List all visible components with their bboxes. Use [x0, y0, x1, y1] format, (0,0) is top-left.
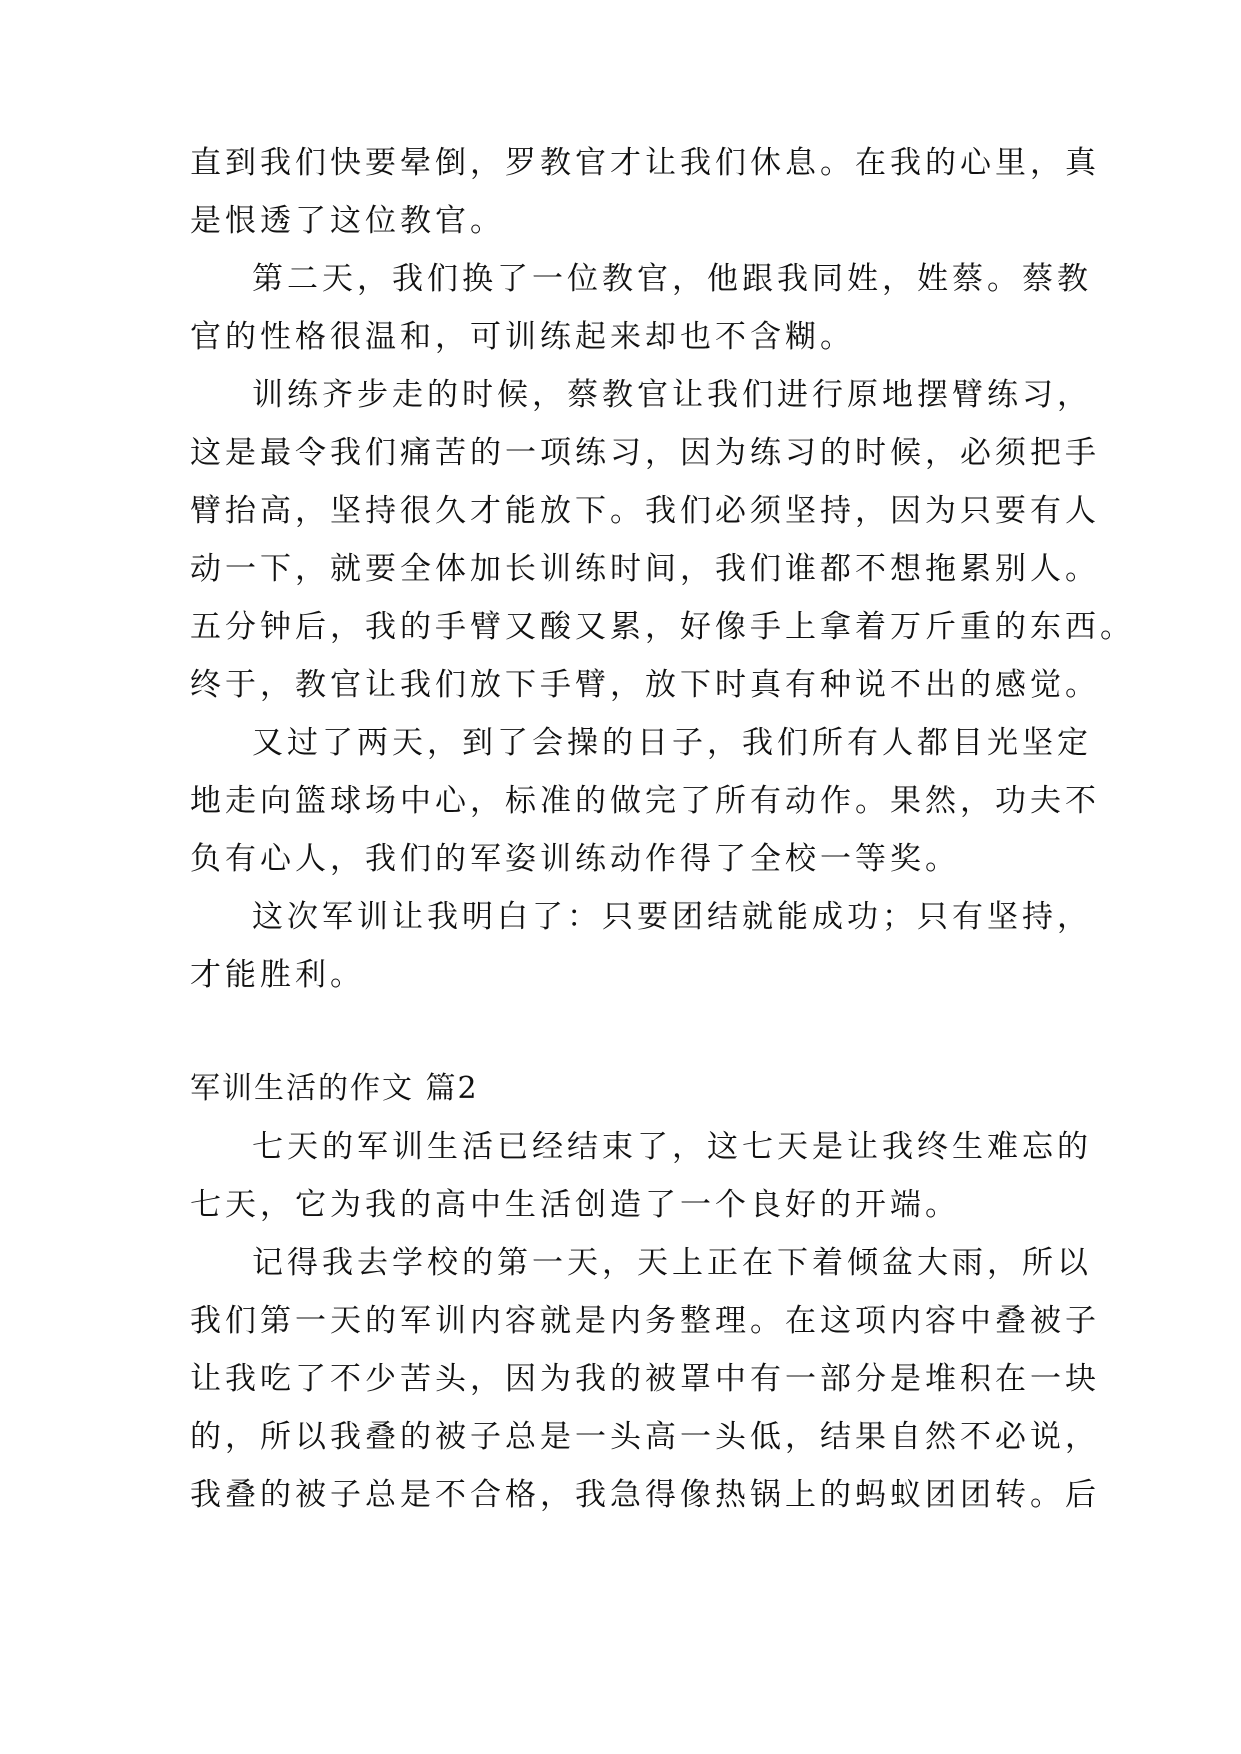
text-line: 才能胜利。 [190, 957, 365, 993]
text-line: 负有心人，我们的军姿训练动作得了全校一等奖。 [190, 841, 960, 877]
text-line: 的，所以我叠的被子总是一头高一头低，结果自然不必说， [190, 1419, 1100, 1455]
text-line: 七天的军训生活已经结束了，这七天是让我终生难忘的 [252, 1129, 1092, 1165]
text-line: 我们第一天的军训内容就是内务整理。在这项内容中叠被子 [190, 1303, 1100, 1339]
text-line: 臂抬高，坚持很久才能放下。我们必须坚持，因为只要有人 [190, 493, 1100, 529]
text-line: 我叠的被子总是不合格，我急得像热锅上的蚂蚁团团转。后 [190, 1477, 1100, 1513]
text-line: 又过了两天，到了会操的日子，我们所有人都目光坚定 [252, 725, 1092, 761]
text-line: 五分钟后，我的手臂又酸又累，好像手上拿着万斤重的东西。 [190, 609, 1135, 645]
text-line: 第二天，我们换了一位教官，他跟我同姓，姓蔡。蔡教 [252, 261, 1092, 297]
text-line: 记得我去学校的第一天，天上正在下着倾盆大雨，所以 [252, 1245, 1092, 1281]
text-line: 是恨透了这位教官。 [190, 203, 505, 239]
text-line: 让我吃了不少苦头，因为我的被罩中有一部分是堆积在一块 [190, 1361, 1100, 1397]
text-line: 直到我们快要晕倒，罗教官才让我们休息。在我的心里，真 [190, 145, 1100, 181]
text-line: 动一下，就要全体加长训练时间，我们谁都不想拖累别人。 [190, 551, 1100, 587]
section-heading: 军训生活的作文 篇2 [190, 1071, 479, 1106]
text-line: 这是最令我们痛苦的一项练习，因为练习的时候，必须把手 [190, 435, 1100, 471]
text-line: 终于，教官让我们放下手臂，放下时真有种说不出的感觉。 [190, 667, 1100, 703]
text-line: 官的性格很温和，可训练起来却也不含糊。 [190, 319, 855, 355]
text-line: 这次军训让我明白了：只要团结就能成功；只有坚持， [252, 899, 1092, 935]
text-line: 七天，它为我的高中生活创造了一个良好的开端。 [190, 1187, 960, 1223]
text-line: 地走向篮球场中心，标准的做完了所有动作。果然，功夫不 [190, 783, 1100, 819]
text-line: 训练齐步走的时候，蔡教官让我们进行原地摆臂练习， [252, 377, 1092, 413]
